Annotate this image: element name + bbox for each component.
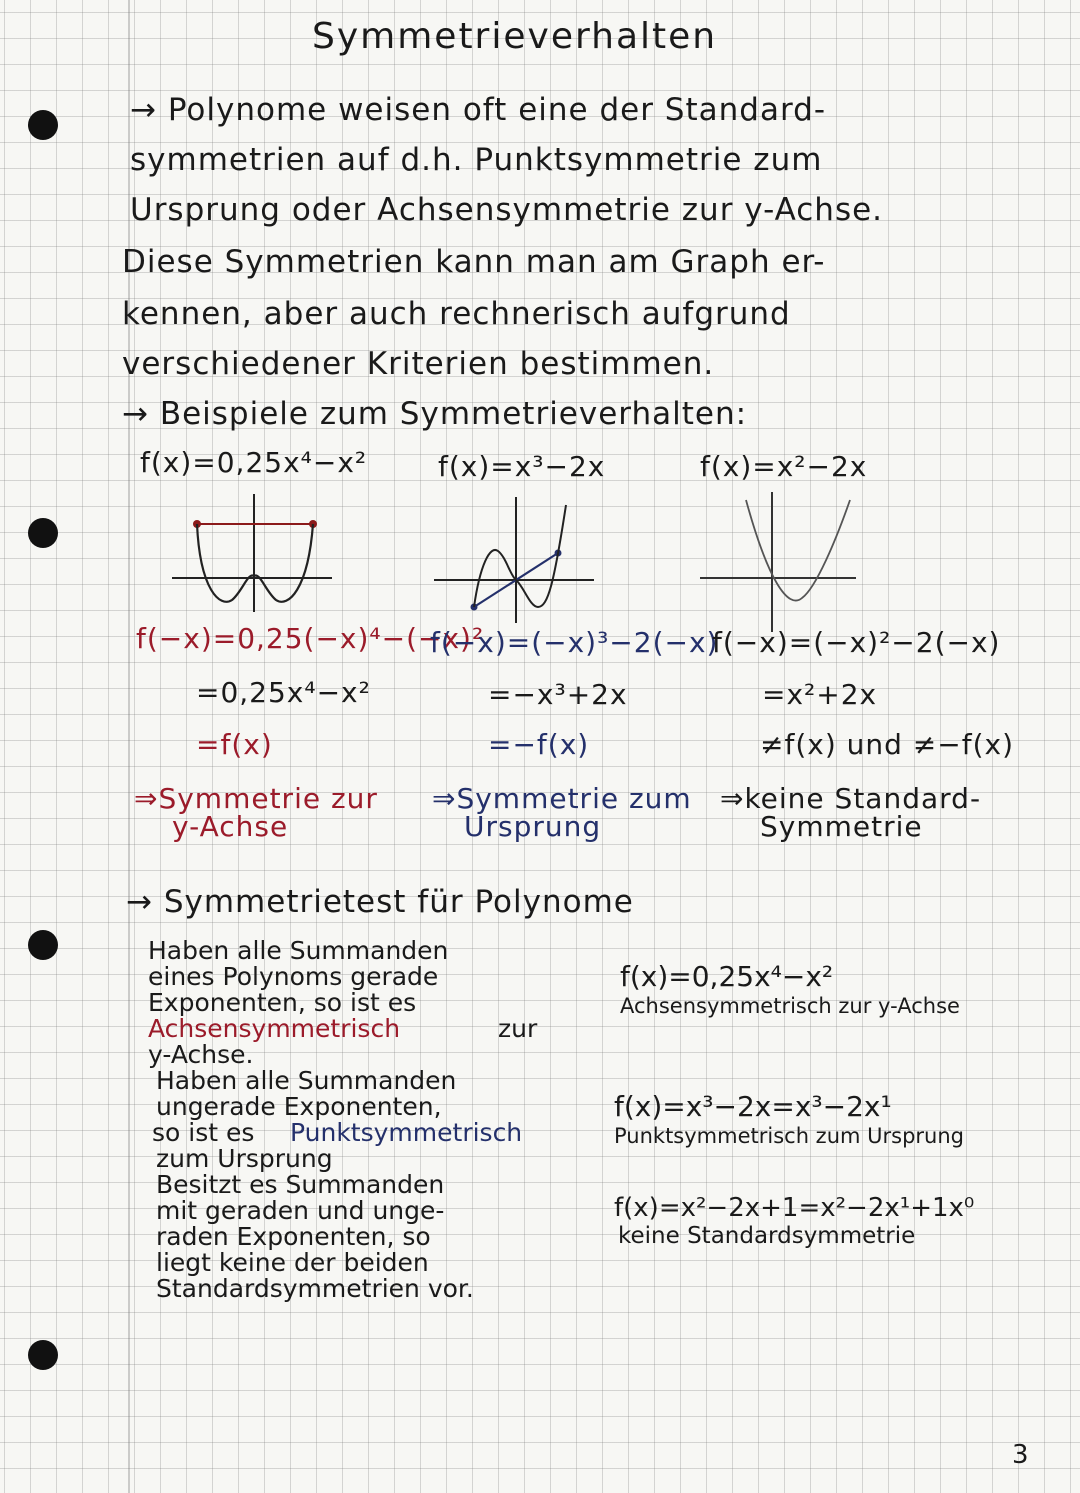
- rule-line: liegt keine der beiden: [156, 1248, 429, 1277]
- rule-line: zur: [498, 1014, 538, 1043]
- rule-line: Besitzt es Summanden: [156, 1170, 445, 1199]
- result-line: y-Achse: [172, 810, 289, 843]
- calc-line: =−f(x): [488, 728, 590, 761]
- rule-line: eines Polynoms gerade: [148, 962, 439, 991]
- calc-line: f(−x)=0,25(−x)⁴−(−x)²: [136, 622, 485, 655]
- rule-line: mit geraden und unge-: [156, 1196, 445, 1225]
- test-example-function: f(x)=x²−2x+1=x²−2x¹+1x⁰: [614, 1193, 975, 1223]
- result-line: ⇒Symmetrie zur: [134, 782, 378, 815]
- test-example-result: Punktsymmetrisch zum Ursprung: [614, 1124, 965, 1148]
- test-example-function: f(x)=x³−2x=x³−2x¹: [614, 1090, 892, 1123]
- page-number: 3: [1012, 1440, 1030, 1470]
- intro-line: symmetrien auf d.h. Punktsymmetrie zum: [130, 142, 823, 178]
- rule-line: y-Achse.: [148, 1040, 254, 1069]
- calc-line: f(−x)=(−x)²−2(−x): [712, 626, 1001, 659]
- punch-hole: [28, 518, 58, 548]
- punch-hole: [28, 930, 58, 960]
- rule-line: Haben alle Summanden: [156, 1066, 457, 1095]
- graph-parabola: [698, 490, 860, 635]
- intro-line: Ursprung oder Achsensymmetrie zur y-Achse.: [130, 192, 884, 228]
- rule-line: raden Exponenten, so: [156, 1222, 431, 1251]
- intro-line: verschiedener Kriterien bestimmen.: [122, 346, 715, 382]
- rule-line: Exponenten, so ist es: [148, 988, 417, 1017]
- calc-line: =f(x): [196, 728, 273, 761]
- result-line: ⇒keine Standard-: [720, 782, 982, 815]
- rule-line: ungerade Exponenten,: [156, 1092, 442, 1121]
- rule-keyword: Punktsymmetrisch: [290, 1118, 523, 1147]
- rule-line: Haben alle Summanden: [148, 936, 449, 965]
- intro-line: → Polynome weisen oft eine der Standard-: [130, 92, 827, 128]
- rule-keyword: Achsensymmetrisch: [148, 1014, 401, 1043]
- result-line: Symmetrie: [760, 810, 923, 843]
- result-line: Ursprung: [464, 810, 602, 843]
- examples-heading: → Beispiele zum Symmetrieverhalten:: [122, 396, 748, 432]
- calc-line: =x²+2x: [762, 678, 878, 711]
- example-function: f(x)=x²−2x: [700, 450, 868, 483]
- result-line: ⇒Symmetrie zum: [432, 782, 692, 815]
- punch-hole: [28, 1340, 58, 1370]
- test-heading: → Symmetrietest für Polynome: [126, 884, 634, 920]
- test-example-result: Achsensymmetrisch zur y-Achse: [620, 994, 960, 1018]
- calc-line: ≠f(x) und ≠−f(x): [760, 728, 1014, 761]
- page-title: Symmetrieverhalten: [312, 16, 718, 57]
- graph-odd-cubic: [432, 495, 597, 625]
- rule-line: so ist es: [152, 1118, 255, 1147]
- intro-line: kennen, aber auch rechnerisch aufgrund: [122, 296, 791, 332]
- test-example-result: keine Standardsymmetrie: [618, 1223, 916, 1249]
- example-function: f(x)=0,25x⁴−x²: [140, 446, 368, 479]
- intro-line: Diese Symmetrien kann man am Graph er-: [122, 244, 826, 280]
- test-example-function: f(x)=0,25x⁴−x²: [620, 960, 834, 993]
- calc-line: =0,25x⁴−x²: [196, 676, 371, 709]
- rule-line: Standardsymmetrien vor.: [156, 1274, 474, 1303]
- rule-line: zum Ursprung: [156, 1144, 333, 1173]
- punch-hole: [28, 110, 58, 140]
- calc-line: =−x³+2x: [488, 678, 628, 711]
- example-function: f(x)=x³−2x: [438, 450, 606, 483]
- graph-even-quartic: [170, 490, 340, 615]
- calc-line: f(−x)=(−x)³−2(−x): [430, 626, 719, 659]
